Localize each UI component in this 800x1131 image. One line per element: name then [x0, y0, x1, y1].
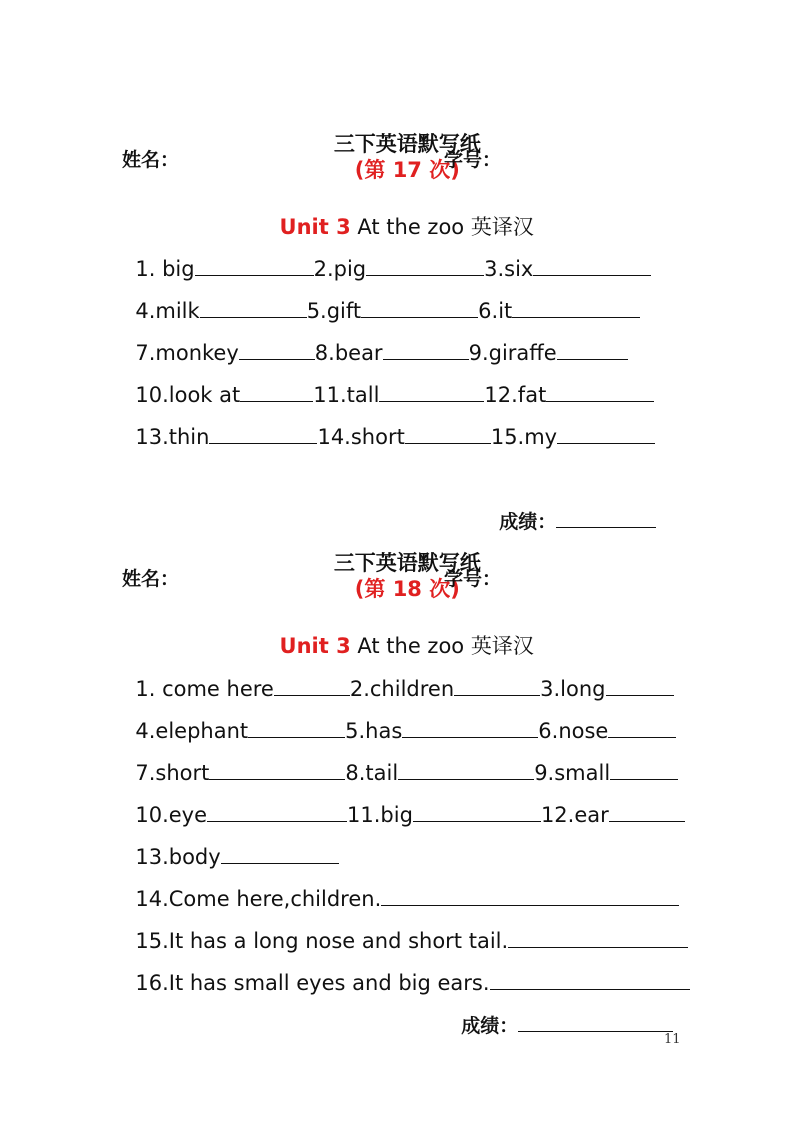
item-label: 2.children: [349, 677, 455, 701]
item-label: 4.elephant: [135, 719, 249, 743]
sheet1-title-main: 三下英语默写纸: [333, 132, 481, 156]
sentence-label: 15.It has a long nose and short tail.: [135, 929, 509, 953]
item-label: 1. come here: [135, 677, 274, 701]
item-label: 2.pig: [313, 257, 367, 281]
sentence-label: 16.It has small eyes and big ears.: [135, 971, 490, 995]
item-label: 6.nose: [538, 719, 609, 743]
sheet2-unit-title: At the zoo 英译汉: [350, 634, 534, 658]
score-label: 成绩：: [461, 1015, 519, 1037]
item-label: 13.thin: [135, 425, 210, 449]
item-label: 7.short: [135, 761, 210, 785]
sheet2-name-label: 姓名：: [122, 568, 180, 590]
item-label: 3.long: [540, 677, 606, 701]
sheet1-title: [0, 105, 800, 183]
item-label: 10.eye: [135, 803, 208, 827]
answer-blank[interactable]: [557, 424, 655, 444]
sheet2-title-number: (第 18 次): [354, 577, 460, 601]
item-label: 4.milk: [135, 299, 200, 323]
sheet2-unit-number: Unit 3: [279, 634, 351, 658]
item-label: 11.tall: [313, 383, 380, 407]
item-label: 14.short: [317, 425, 405, 449]
answer-blank[interactable]: [413, 802, 541, 822]
sheet1-id-label: 学号：: [444, 149, 502, 171]
item-label: 8.bear: [314, 341, 383, 365]
item-label: 3.six: [484, 257, 534, 281]
score-label: 成绩：: [499, 511, 557, 533]
item-label: 7.monkey: [135, 341, 239, 365]
sheet2-score: [448, 986, 673, 1039]
answer-blank[interactable]: [405, 424, 491, 444]
item-label: 9.small: [534, 761, 611, 785]
page-number: 11: [664, 1032, 681, 1047]
item-label: 9.giraffe: [468, 341, 557, 365]
sheet2-title: [0, 524, 800, 602]
item-label: 12.ear: [540, 803, 609, 827]
sheet1-row-5: [122, 398, 655, 450]
item-label: 12.fat: [484, 383, 547, 407]
item-label: 11.big: [347, 803, 413, 827]
item-label: 15.my: [490, 425, 558, 449]
item-label: 8.tail: [345, 761, 399, 785]
sentence-label: 14.Come here,children.: [135, 887, 382, 911]
sheet1-unit-title: At the zoo 英译汉: [350, 215, 534, 239]
answer-blank[interactable]: [209, 424, 317, 444]
sheet1-unit-number: Unit 3: [279, 215, 351, 239]
answer-blank[interactable]: [609, 802, 685, 822]
item-label: 1. big: [135, 257, 195, 281]
item-label: 13.body: [135, 845, 221, 869]
item-label: 5.has: [345, 719, 403, 743]
sheet1-name-label: 姓名：: [122, 149, 180, 171]
score-blank[interactable]: [518, 1012, 673, 1032]
item-label: 5.gift: [306, 299, 362, 323]
sheet2-id-label: 学号：: [444, 568, 502, 590]
sheet1-title-number: (第 17 次): [354, 158, 460, 182]
sheet2-title-main: 三下英语默写纸: [333, 551, 481, 575]
item-label: 10.look at: [135, 383, 241, 407]
item-label: 6.it: [478, 299, 513, 323]
